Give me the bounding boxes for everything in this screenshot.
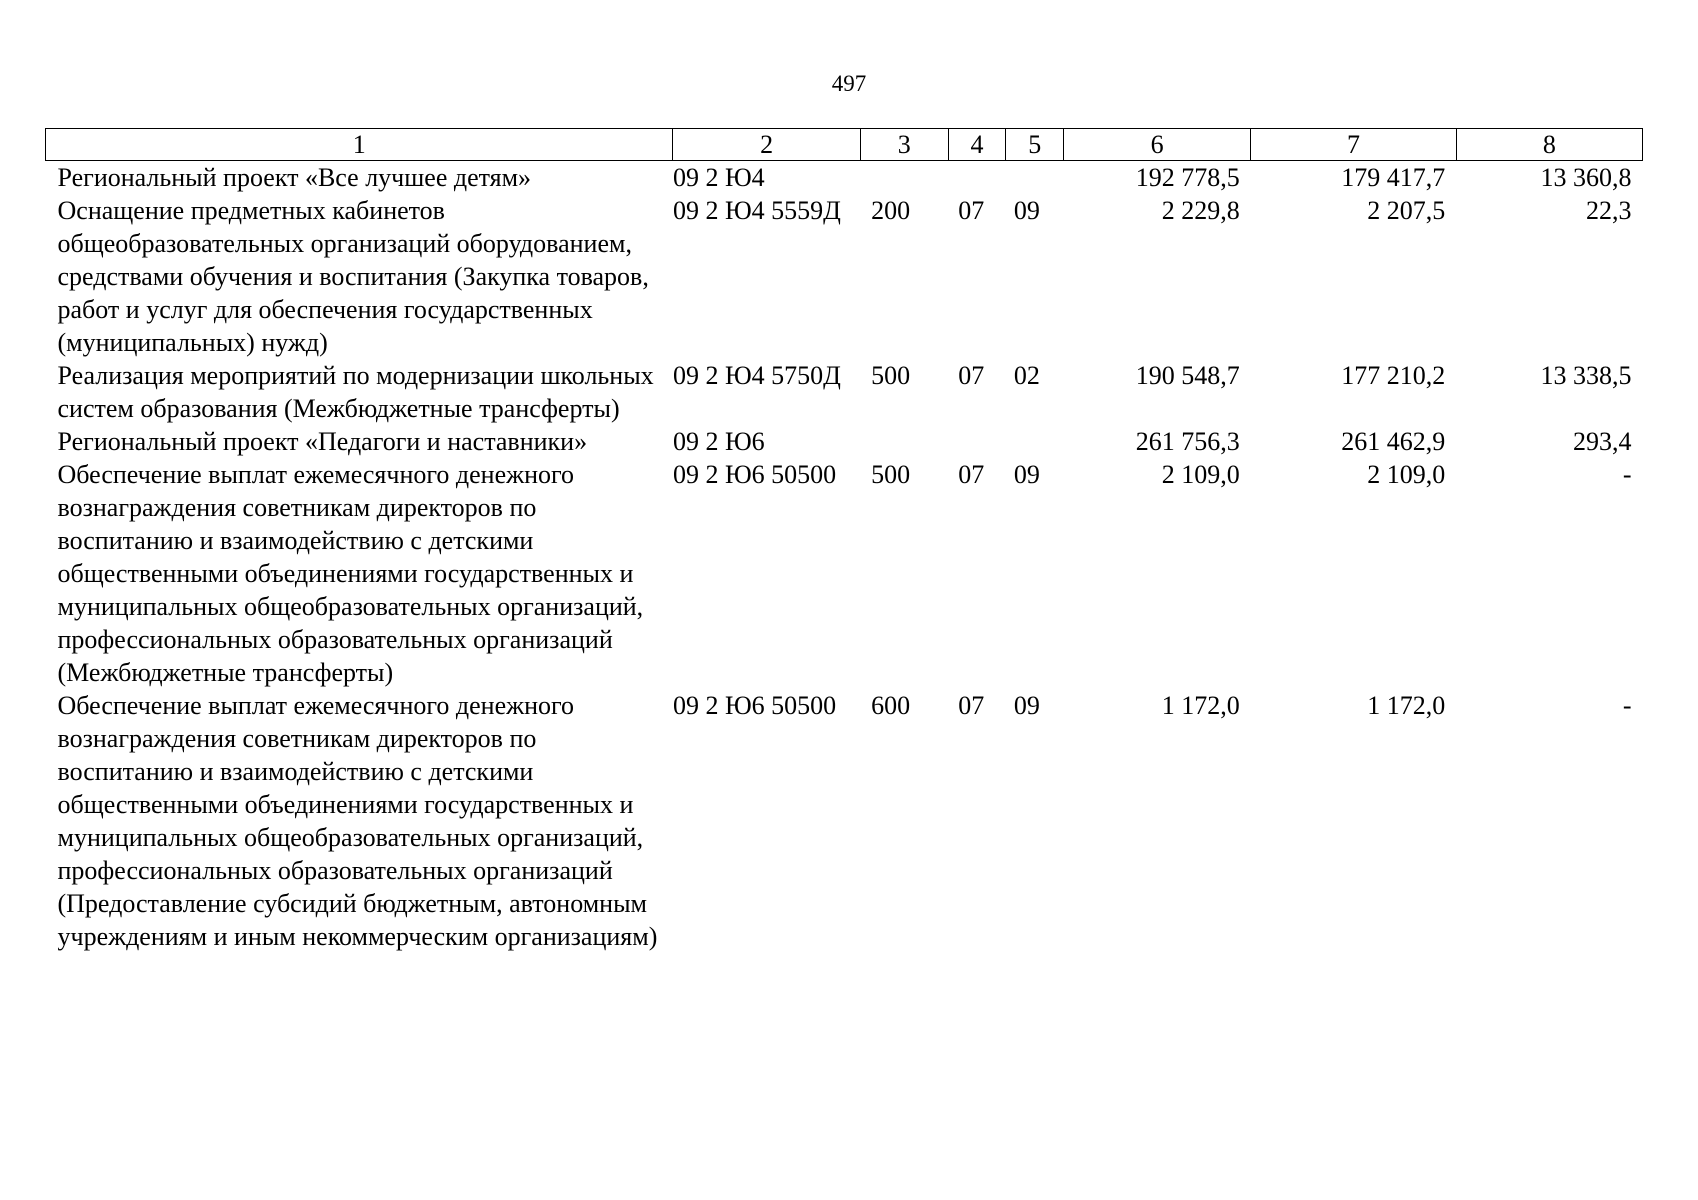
row-name: Региональный проект «Педагоги и наставники» <box>57 427 588 456</box>
row-value-total: 2 229,8 <box>1161 196 1240 225</box>
row-code: 09 2 Ю6 <box>672 427 765 456</box>
column-header-6: 6 <box>1064 129 1251 161</box>
row-expense-type: 500 <box>871 361 911 390</box>
row-subsection: 09 <box>1013 196 1040 225</box>
row-name: Реализация мероприятий по модернизации школьных систем образования (Межбюджетные трансферты) <box>57 361 654 423</box>
column-header-8: 8 <box>1456 129 1642 161</box>
row-expense-type: 200 <box>871 196 911 225</box>
row-value-federal: 261 462,9 <box>1341 427 1446 456</box>
budget-table <box>45 128 1643 953</box>
row-value-federal: 1 172,0 <box>1367 691 1446 720</box>
row-value-federal: 179 417,7 <box>1341 163 1446 192</box>
row-value-total: 190 548,7 <box>1135 361 1240 390</box>
row-value-regional: 22,3 <box>1586 196 1632 225</box>
row-value-total: 261 756,3 <box>1135 427 1240 456</box>
row-name: Региональный проект «Все лучшее детям» <box>57 163 532 192</box>
row-name: Обеспечение выплат ежемесячного денежного вознаграждения советникам директоров по воспитанию и взаимодействию с детскими общественными объединениями государственных и муниципальных общеобразовательных организаций, профессиональных образовательных организаций (Предоставление субсидий бюджетным, автономным учреждениям и иным некоммерческим организациям) <box>57 691 658 951</box>
row-value-total: 1 172,0 <box>1161 691 1240 720</box>
row-expense-type: 500 <box>871 460 911 489</box>
row-section <box>948 161 1006 195</box>
page-number: 497 <box>831 71 867 96</box>
row-subsection: 09 <box>1013 691 1040 720</box>
row-expense-type <box>860 161 948 195</box>
table-row <box>46 359 1643 425</box>
row-expense-type: 600 <box>871 691 911 720</box>
row-value-federal: 2 207,5 <box>1367 196 1446 225</box>
row-value-federal: 177 210,2 <box>1341 361 1446 390</box>
row-section: 07 <box>958 691 985 720</box>
row-code: 09 2 Ю4 <box>672 163 765 192</box>
column-header-4: 4 <box>948 129 1006 161</box>
header-row <box>46 129 1643 161</box>
row-expense-type <box>860 425 948 458</box>
table-row <box>46 425 1643 458</box>
table-body <box>46 161 1643 954</box>
row-value-total: 2 109,0 <box>1161 460 1240 489</box>
row-value-total: 192 778,5 <box>1135 163 1240 192</box>
table-row <box>46 458 1643 689</box>
row-subsection <box>1006 425 1064 458</box>
column-header-3: 3 <box>860 129 948 161</box>
row-subsection: 09 <box>1013 460 1040 489</box>
row-name: Обеспечение выплат ежемесячного денежного вознаграждения советникам директоров по воспитанию и взаимодействию с детскими общественными объединениями государственных и муниципальных общеобразовательных организаций, профессиональных образовательных организаций (Межбюджетные трансферты) <box>57 460 644 687</box>
table-header <box>46 129 1643 161</box>
table-row <box>46 689 1643 953</box>
row-code: 09 2 Ю4 5750Д <box>672 361 841 390</box>
row-value-regional: - <box>1622 460 1632 489</box>
column-header-2: 2 <box>673 129 860 161</box>
table-row <box>46 194 1643 359</box>
row-section: 07 <box>958 196 985 225</box>
row-value-regional: - <box>1622 691 1632 720</box>
row-section <box>948 425 1006 458</box>
row-code: 09 2 Ю6 50500 <box>672 691 837 720</box>
row-code: 09 2 Ю4 5559Д <box>672 196 841 225</box>
row-subsection <box>1006 161 1064 195</box>
row-value-regional: 13 360,8 <box>1540 163 1632 192</box>
row-value-regional: 13 338,5 <box>1540 361 1632 390</box>
row-subsection: 02 <box>1013 361 1040 390</box>
row-name: Оснащение предметных кабинетов общеобразовательных организаций оборудованием, средствами обучения и воспитания (Закупка товаров, работ и услуг для обеспечения государственных (муниципальных) нужд) <box>57 196 649 357</box>
row-section: 07 <box>958 460 985 489</box>
row-section: 07 <box>958 361 985 390</box>
row-value-federal: 2 109,0 <box>1367 460 1446 489</box>
table-row <box>46 161 1643 195</box>
column-header-1: 1 <box>46 129 673 161</box>
row-code: 09 2 Ю6 50500 <box>672 460 837 489</box>
row-value-regional: 293,4 <box>1573 427 1632 456</box>
column-header-5: 5 <box>1006 129 1064 161</box>
column-header-7: 7 <box>1251 129 1456 161</box>
